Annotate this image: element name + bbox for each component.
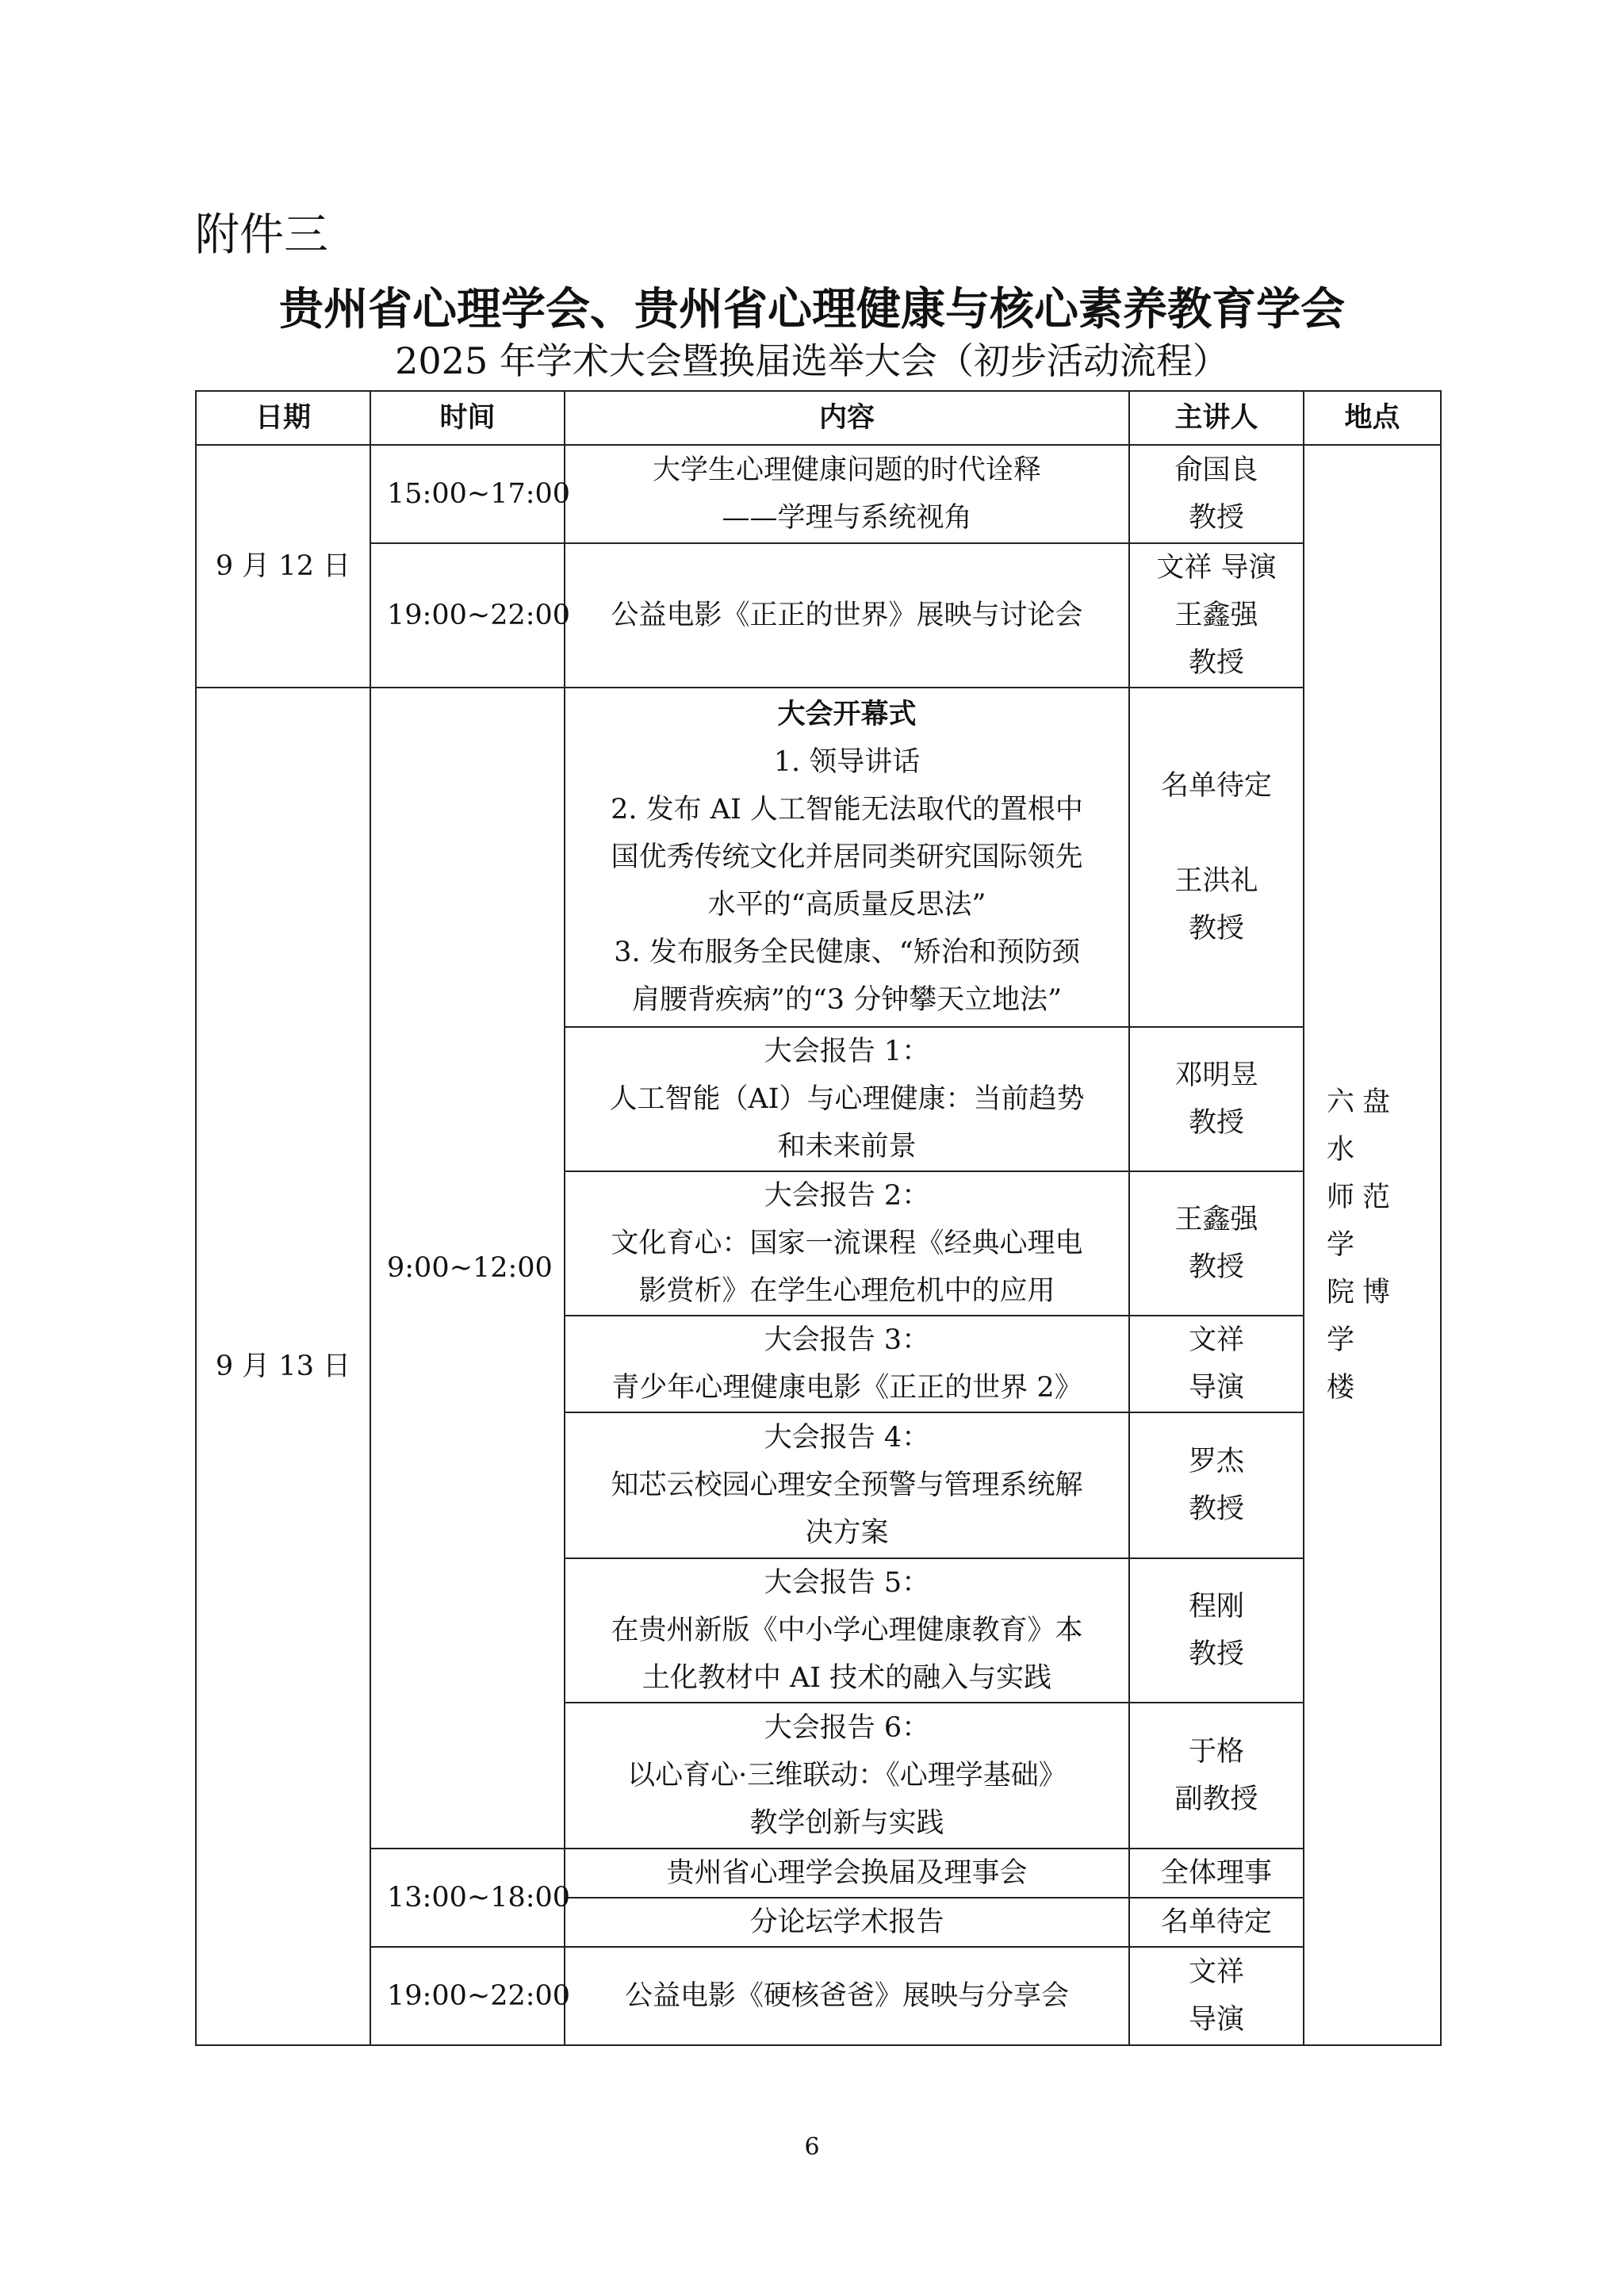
speaker-cell: 王鑫强 教授 bbox=[1129, 1171, 1304, 1316]
table-row bbox=[196, 1947, 1441, 2045]
speaker-cell: 于格 副教授 bbox=[1129, 1703, 1304, 1849]
time-cell: 9:00~12:00 bbox=[370, 688, 565, 1849]
date-cell: 9 月 13 日 bbox=[196, 688, 370, 2045]
document-subtitle: 2025 年学术大会暨换届选举大会（初步活动流程） bbox=[395, 339, 1229, 382]
speaker-cell: 文祥 导演 bbox=[1129, 1316, 1304, 1412]
table-row bbox=[196, 1849, 1441, 1898]
content-cell: 大会报告 3： 青少年心理健康电影《正正的世界 2》 bbox=[565, 1316, 1129, 1412]
time-cell: 13:00~18:00 bbox=[370, 1849, 565, 1947]
table-row bbox=[196, 688, 1441, 1027]
speaker-cell: 程刚 教授 bbox=[1129, 1558, 1304, 1703]
document-title: 贵州省心理学会、贵州省心理健康与核心素养教育学会 bbox=[279, 283, 1345, 335]
speaker-cell: 全体理事 bbox=[1129, 1849, 1304, 1898]
header-date: 日期 bbox=[196, 391, 370, 445]
speaker-cell: 邓明昱 教授 bbox=[1129, 1027, 1304, 1171]
speaker-cell: 罗杰 教授 bbox=[1129, 1412, 1304, 1558]
annex-label: 附件三 bbox=[195, 209, 328, 261]
content-cell: 公益电影《正正的世界》展映与讨论会 bbox=[565, 543, 1129, 688]
speaker-cell: 文祥 导演 王鑫强 教授 bbox=[1129, 543, 1304, 688]
speaker-cell: 名单待定 王洪礼 教授 bbox=[1129, 688, 1304, 1027]
header-venue: 地点 bbox=[1304, 391, 1441, 445]
content-cell: 大会报告 6： 以心育心·三维联动：《心理学基础》 教学创新与实践 bbox=[565, 1703, 1129, 1849]
speaker-cell: 俞国良 教授 bbox=[1129, 445, 1304, 543]
opening-title: 大会开幕式 bbox=[777, 698, 917, 730]
content-cell: 大会开幕式 1. 领导讲话 2. 发布 AI 人工智能无法取代的置根中 国优秀传统文化并居同类研究国际领先 水平的“高质量反思法” 3. 发布服务全民健康、“矫治和预防颈 肩腰背疾病”的“3 分钟攀天立地法” bbox=[565, 688, 1129, 1027]
content-cell: 公益电影《硬核爸爸》展映与分享会 bbox=[565, 1947, 1129, 2045]
time-cell: 19:00~22:00 bbox=[370, 1947, 565, 2045]
venue-cell: 六盘水 师范学 院博学 楼 bbox=[1304, 445, 1441, 2045]
speaker-cell: 名单待定 bbox=[1129, 1898, 1304, 1947]
header-time: 时间 bbox=[370, 391, 565, 445]
schedule-table bbox=[195, 390, 1442, 2046]
date-cell: 9 月 12 日 bbox=[196, 445, 370, 688]
table-row bbox=[196, 543, 1441, 688]
content-cell: 大会报告 1： 人工智能（AI）与心理健康：当前趋势 和未来前景 bbox=[565, 1027, 1129, 1171]
content-cell: 大会报告 4： 知芯云校园心理安全预警与管理系统解 决方案 bbox=[565, 1412, 1129, 1558]
content-cell: 大会报告 2： 文化育心：国家一流课程《经典心理电 影赏析》在学生心理危机中的应用 bbox=[565, 1171, 1129, 1316]
header-content: 内容 bbox=[565, 391, 1129, 445]
content-cell: 大学生心理健康问题的时代诠释 ——学理与系统视角 bbox=[565, 445, 1129, 543]
content-cell: 分论坛学术报告 bbox=[565, 1898, 1129, 1947]
page-number: 6 bbox=[804, 2133, 820, 2161]
time-cell: 19:00~22:00 bbox=[370, 543, 565, 688]
time-cell: 15:00~17:00 bbox=[370, 445, 565, 543]
table-row bbox=[196, 445, 1441, 543]
speaker-cell: 文祥 导演 bbox=[1129, 1947, 1304, 2045]
table-header-row bbox=[196, 391, 1441, 445]
header-speaker: 主讲人 bbox=[1129, 391, 1304, 445]
content-cell: 贵州省心理学会换届及理事会 bbox=[565, 1849, 1129, 1898]
content-cell: 大会报告 5： 在贵州新版《中小学心理健康教育》本 土化教材中 AI 技术的融入与实践 bbox=[565, 1558, 1129, 1703]
